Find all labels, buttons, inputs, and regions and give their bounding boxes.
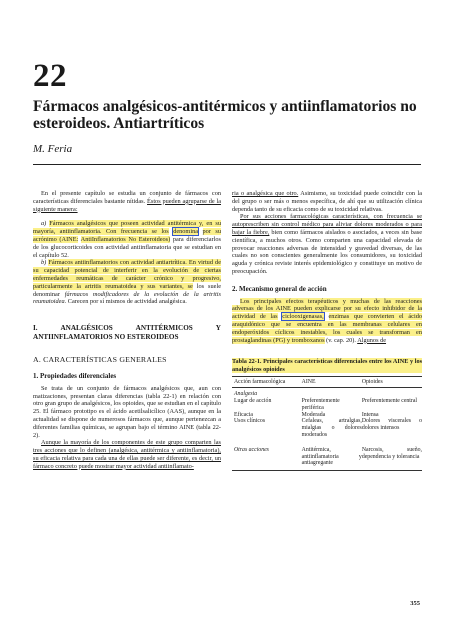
table-cell: Narcosis, sueño, dependencia y tolerancia — [361, 446, 422, 460]
section-heading-1: 1. Propiedades diferenciales — [33, 371, 117, 380]
table-body — [232, 376, 422, 471]
right-paragraph-1 — [232, 190, 422, 213]
title-rule — [33, 164, 421, 165]
table-cell — [302, 391, 362, 398]
table-cell: Moderada — [301, 411, 326, 418]
page-number: 355 — [410, 600, 420, 607]
table-header-row — [232, 377, 422, 388]
left-column — [33, 190, 221, 471]
section-heading-A: A. CARACTERÍSTICAS GENERALES — [33, 354, 167, 364]
table-header-cell: Opioides — [361, 379, 383, 386]
table-row — [232, 418, 422, 438]
table-cell: Preferentemente central — [361, 397, 418, 404]
table-cell: Analgesia — [234, 391, 258, 398]
table-cell: Dolores viscerales o dolores intensos — [361, 418, 422, 432]
intro-underlined: Éstos pueden agruparse de la siguiente manera: — [33, 197, 221, 213]
table-cell: Preferentemente periférica — [301, 397, 340, 411]
item-b-label: b) — [41, 259, 47, 267]
table-cell: Antitérmica, antiinflamatoria y antiagregante — [301, 446, 362, 467]
table-header-cell: AINE — [301, 379, 316, 386]
item-a-label: a) — [41, 220, 47, 228]
right-column — [232, 190, 422, 471]
item-b-rest-2: Carecen por sí mismos de actividad analgésica. — [67, 298, 187, 306]
item-b-rest: los suele denominar — [33, 282, 221, 298]
mechanism-underlined: Algunos de — [357, 336, 387, 344]
mechanism-highlight: Los principales efectos terapéuticos y muchas de las reacciones adversas de los AINE pueden explicarse por su efecto inhibidor de la actividad de las — [232, 297, 422, 321]
intro-text: En el presente capítulo se estudia un conjunto de fármacos con características diferenciales bastante nítidas. — [33, 190, 221, 205]
table-header-cell: Acción farmacológica — [234, 379, 286, 386]
right-text-1: Asimismo, su toxicidad puede coincidir con la del grupo o ser más o menos específica, de ahí que su utilización clínica dependa tanto de su eficacia como de su toxicidad relativas. — [232, 190, 422, 213]
chapter-title: Fármacos analgésicos-antitérmicos y antiinflamatorios no esteroideos. Antiartríticos — [33, 98, 417, 132]
table-row — [232, 439, 422, 470]
right-underlined-1: ria o analgésica que otro. — [232, 190, 299, 197]
paragraph-2: Aunque la mayoría de los componentes de este grupo comparten las tres acciones que lo definen (analgésica, antitérmica y antiinflamatoria), su eficacia relativa para cada una de ellas puede ser diferente, es decir, un fármaco concreto puede mostrar mayor actividad antiinflamato- — [33, 439, 221, 470]
item-a-highlight-3: AntiInflamatorios No Esteroideos) — [80, 235, 171, 243]
boxed-word-cyclooxygenase: ciclooxigenasas, — [282, 313, 324, 321]
item-b-italic: fármacos modificadores de la evolución de la artritis reumatoidea. — [33, 290, 221, 306]
table-cell: Usos clínicos — [234, 418, 266, 425]
mechanism-highlight-2: enzimas que convierten el ácido araquidónico que se encuentra en las membranas celulares en endoperóxidos cíclicos inestables, los cuales se transforman en prostaglandinas (PG) y tromboxanos — [232, 313, 423, 344]
table-cell: Eficacia — [234, 411, 253, 418]
table-22-1 — [232, 358, 422, 471]
table-title: Tabla 22-1. Principales características diferenciales entre los AINE y los analgésicos opioides — [232, 358, 422, 373]
item-a-highlight-2: por su acrónimo (AINE: — [33, 228, 221, 243]
chapter-number: 22 — [33, 58, 67, 94]
table-row — [232, 388, 422, 398]
item-b-highlight: Fármacos antiinflamatorios con actividad antiartrítica. En virtud de su capacidad potencial de interferir en la evolución de ciertas enfermedades reumáticas de carácter crónico y progresivo, particularmente la artritis reumatoidea y sus variantes, se — [33, 259, 221, 290]
paragraph-1: Se trata de un conjunto de fármacos analgésicos que, aun con matizaciones, presentan claras diferencias (tabla 22-1) en relación con otro gran grupo de analgésicos, los opioides, que se estudian en el capítulo 25. El fármaco prototipo es el ácido acetilsalicílico (AAS), aunque en la actualidad se dispone de numerosos fármacos que, aunque pertenezcan a diferentes familias químicas, se agrupan bajo el término AINE (tabla 22-2). — [33, 384, 221, 439]
mechanism-rest: (v. cap. 20). — [326, 336, 356, 344]
table-row — [232, 398, 422, 412]
section-heading-I: I. ANALGÉSICOS ANTITÉRMICOS Y ANTIINFLAMATORIOS NO ESTEROIDEOS — [33, 324, 221, 341]
item-a-rest: para diferenciarlos de los glucocorticoides con actividad antiinflamatoria que se estudian en el capítulo 52. — [33, 235, 221, 259]
table-cell: Cefaleas, artralgias, mialgias o dolores moderados — [301, 418, 362, 438]
table-cell: Lugar de acción — [234, 397, 272, 404]
intro-paragraph — [33, 190, 221, 213]
item-a-highlight: Fármacos analgésicos que poseen actividad antitérmica y, en su mayoría, antiinflamatoria. Con frecuencia se los — [33, 220, 221, 236]
table-cell: Intensa — [361, 411, 379, 418]
section-heading-2: 2. Mecanismo general de acción — [232, 284, 327, 293]
table-cell — [362, 391, 422, 398]
right-underlined-2: Por sus acciones farmacológicas características, con frecuencia se autoprescriben sin control médico para aliviar dolores moderados o para bajar la fiebre, — [232, 213, 422, 236]
mechanism-paragraph — [232, 298, 422, 345]
table-cell: Otras acciones — [234, 446, 269, 453]
author: M. Feria — [33, 143, 73, 155]
boxed-word: denomina — [173, 228, 199, 236]
right-text-2: bien como fármacos aislados o asociados, a veces sin base científica, a muchos otros. Como comparten una capacidad elevada de provocar reacciones adversas de intensidad y gravedad diversas, de las cuales no son conscientes generalmente los consumidores, su toxicidad aguda y crónica reviste interés epidemiológico y constituye un motivo de preocupación. — [232, 228, 422, 275]
right-paragraph-2 — [232, 213, 422, 275]
item-a — [33, 220, 221, 259]
item-b — [33, 259, 221, 306]
